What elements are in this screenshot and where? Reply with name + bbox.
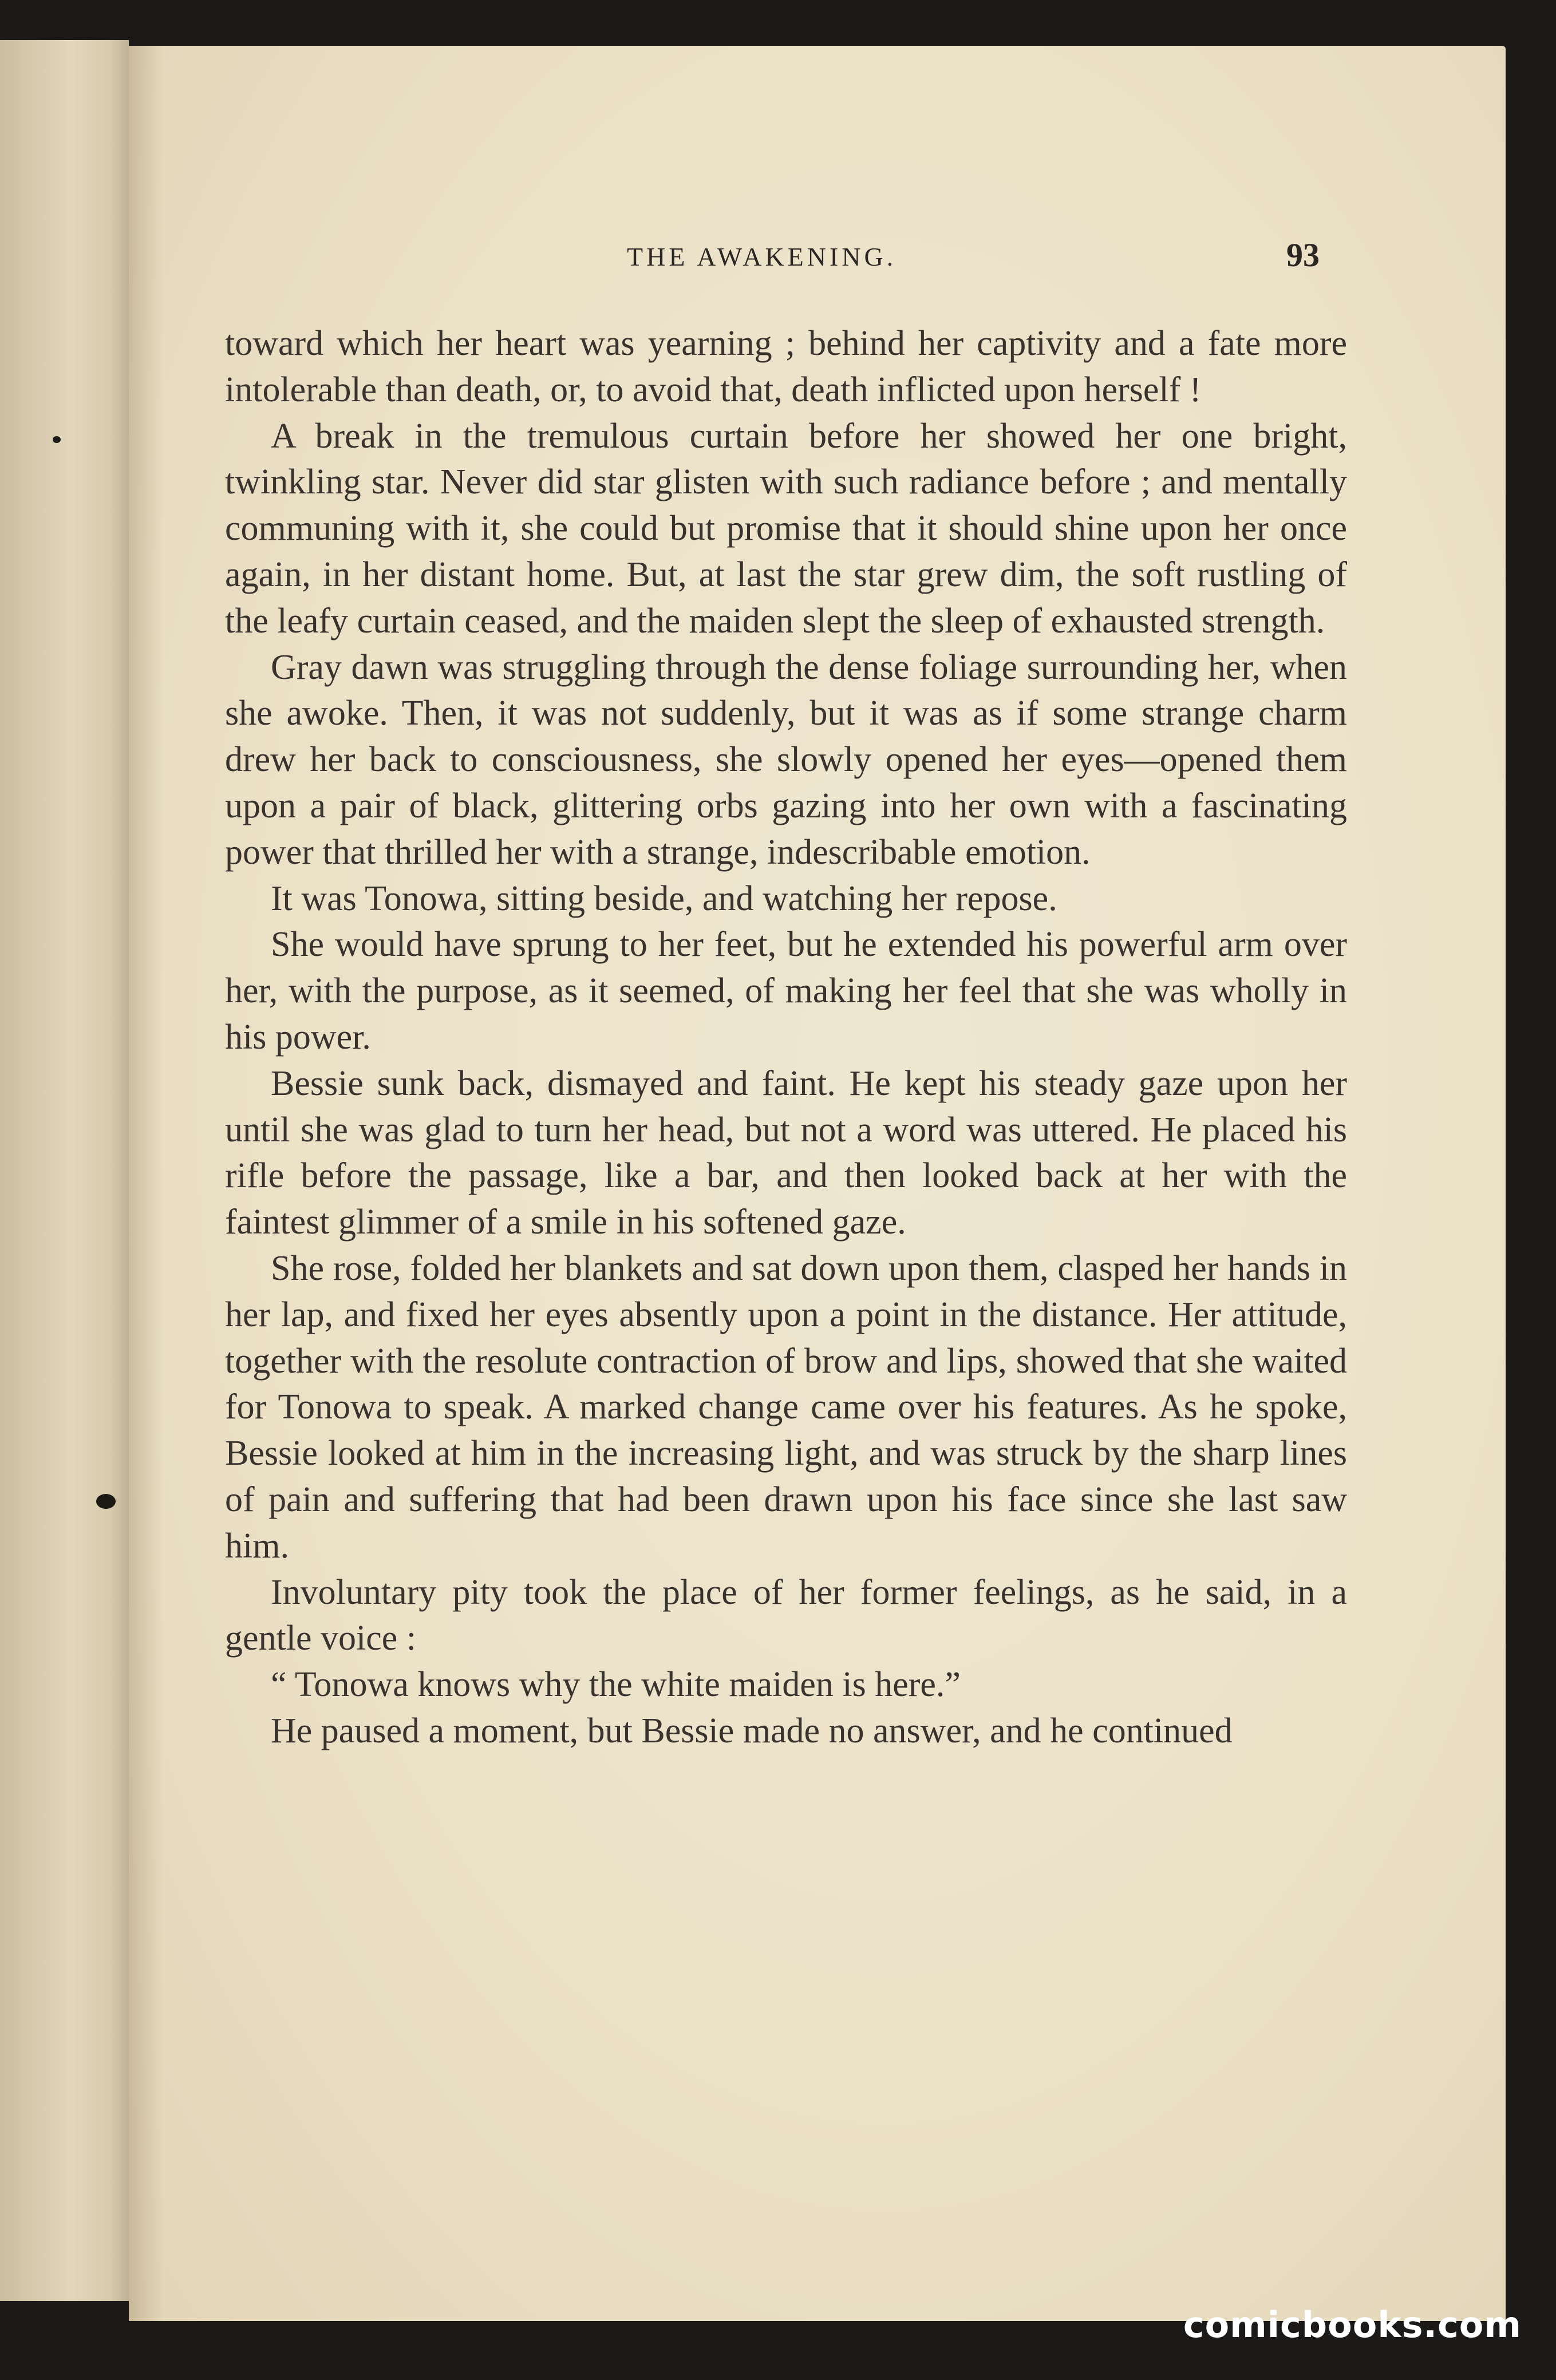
chapter-title: THE AWAKENING. — [627, 242, 897, 271]
paragraph: A break in the tremulous curtain before her showed her one bright, twinkling star. Never did star glisten with such radiance before ; and mentally communing with it, she could but promise that it should shine upon her once again, in her distant home. But, at last the star grew dim, the soft rustling of the leafy curtain ceased, and the maiden slept the sleep of exhausted strength. — [225, 416, 1347, 641]
ink-speck — [53, 436, 61, 443]
running-head — [129, 235, 1506, 280]
book-page — [129, 46, 1506, 2321]
watermark: comicbooks.com — [1183, 2304, 1522, 2346]
ink-speck — [96, 1494, 116, 1509]
paragraph: Involuntary pity took the place of her former feelings, as he said, in a gentle voice : — [225, 1572, 1347, 1658]
paragraph: He paused a moment, but Bessie made no answer, and he continued — [271, 1711, 1233, 1750]
paragraph: Gray dawn was struggling through the dense foliage surrounding her, when she awoke. Then, it was not suddenly, but it was as if some strange charm drew her back to consciousness, she slowly opened her eyes—opened them upon a pair of black, glittering orbs gazing into her own with a fascinating power that thrilled her with a strange, indescribable emotion. — [225, 647, 1347, 872]
body-text — [225, 321, 1347, 1754]
paragraph: It was Tonowa, sitting beside, and watching her repose. — [271, 879, 1057, 918]
gutter-shadow — [129, 46, 163, 2321]
paragraph: She would have sprung to her feet, but he extended his powerful arm over her, with the purpose, as it seemed, of making her feel that she was wholly in his power. — [225, 925, 1347, 1057]
page-number: 93 — [1286, 236, 1320, 274]
paragraph: Bessie sunk back, dismayed and faint. He kept his steady gaze upon her until she was glad to turn her head, but not a word was uttered. He placed his rifle before the passage, like a bar, and then looked back at her with the faintest glimmer of a smile in his softened gaze. — [225, 1064, 1347, 1242]
facing-page-edge — [0, 40, 129, 2301]
paragraph: toward which her heart was yearning ; behind her captivity and a fate more intolerable than death, or, to avoid that, death inflicted upon herself ! — [225, 324, 1347, 409]
paragraph: “ Tonowa knows why the white maiden is here.” — [271, 1665, 961, 1705]
paragraph: She rose, folded her blankets and sat down upon them, clasped her hands in her lap, and fixed her eyes absently upon a point in the distance. Her attitude, together with the resolute contraction of brow and lips, showed that she waited for Tonowa to speak. A marked change came over his features. As he spoke, Bessie looked at him in the increasing light, and was struck by the sharp lines of pain and suffering that had been drawn upon his face since she last saw him. — [225, 1248, 1347, 1565]
